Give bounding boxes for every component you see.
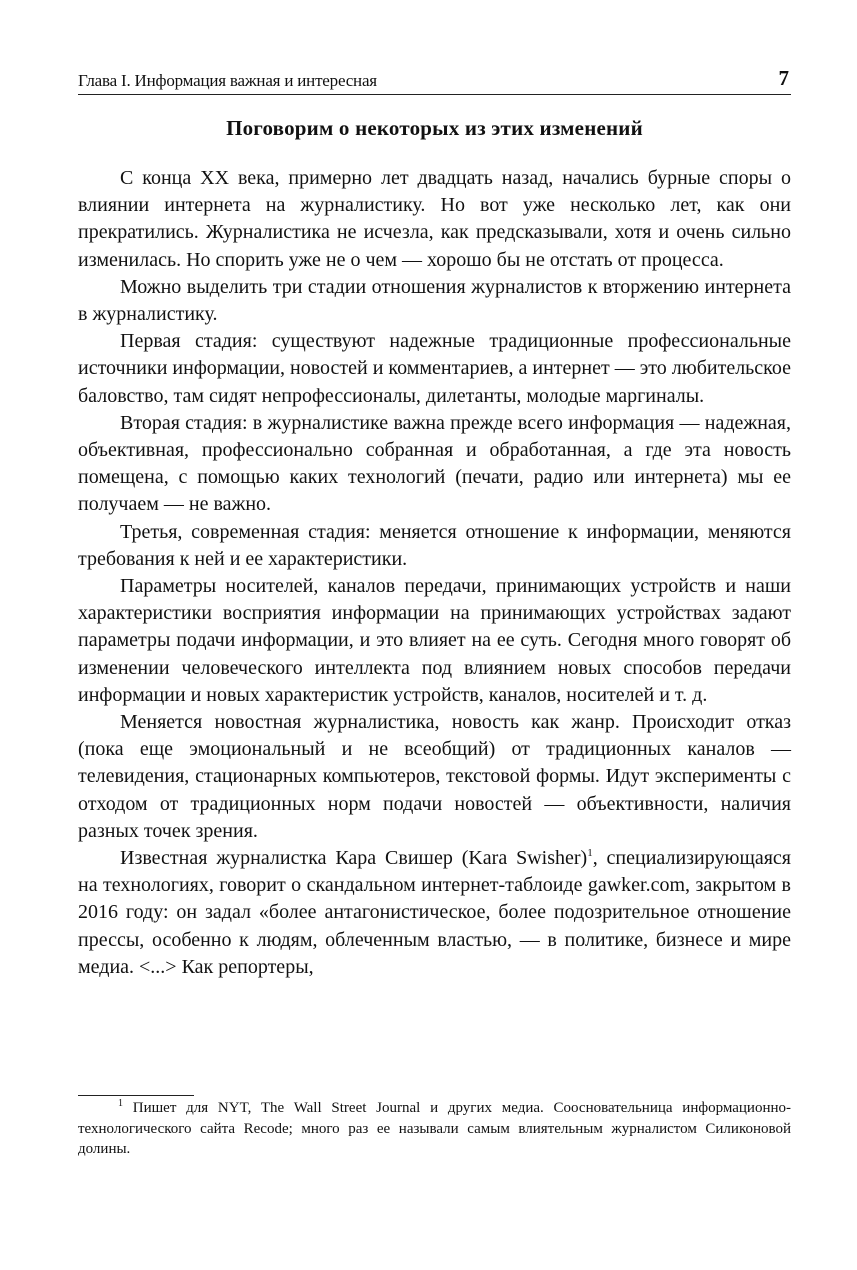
body-text [78, 165, 791, 981]
paragraph-text-end: , специализирующаяся на технологиях, говорит о скандальном интернет-таблоиде gawker.com, закрытом в 2016 году: он задал «более антагонистическое, более подозрительное отношение прессы, особенно к людям, облеченным властью, — в политике, бизнесе и мире медиа. <...> Как репортеры, [78, 847, 791, 978]
footnote [78, 1098, 791, 1160]
running-head [78, 66, 791, 95]
chapter-title: Глава I. Информация важная и интересная [78, 71, 377, 90]
paragraph-text-start: Известная журналистка Кара Свишер (Kara Swisher) [120, 847, 588, 870]
footnote-text: Пишет для NYT, The Wall Street Journal и других медиа. Соосновательница информационно-технологического сайта Recode; много раз ее называли самым влиятельным журналистом Силиконовой долины. [78, 1100, 791, 1157]
paragraph-with-footnote-ref [78, 845, 791, 981]
paragraph: Первая стадия: существуют надежные традиционные профессиональные источники информации, новостей и комментариев, а интернет — это любительское баловство, там сидят непрофессионалы, дилетанты, молодые маргиналы. [78, 330, 791, 407]
section-heading: Поговорим о некоторых из этих изменений [226, 116, 643, 140]
paragraph: Меняется новостная журналистика, новость как жанр. Происходит отказ (пока еще эмоциональный и не всеобщий) от традиционных каналов — телевидения, стационарных компьютеров, текстовой формы. Идут эксперименты с отходом от традиционных норм подачи новостей — объективности, наличия разных точек зрения. [78, 711, 791, 842]
paragraph: Можно выделить три стадии отношения журналистов к вторжению интернета в журналистику. [78, 275, 791, 326]
page-number: 7 [778, 66, 789, 90]
paragraph: Параметры носителей, каналов передачи, принимающих устройств и наши характеристики восприятия информации на принимающих устройствах задают параметры подачи информации, и это влияет на ее суть. Сегодня много говорят об изменении человеческого интеллекта под влиянием новых способов передачи информации и новых характеристик устройств, каналов, носителей и т. д. [78, 575, 791, 706]
footnote-reference: 1 [587, 847, 593, 860]
paragraph: Вторая стадия: в журналистике важна прежде всего информация — надежная, объективная, профессионально собранная и обработанная, а где эта новость помещена, с помощью каких технологий (печати, радио или интернета) мы ее получаем — не важно. [78, 411, 791, 516]
footnote-separator [78, 1095, 194, 1096]
paragraph: С конца XX века, примерно лет двадцать назад, начались бурные споры о влиянии интернета на журналистику. Но вот уже несколько лет, как они прекратились. Журналистика не исчезла, как предсказывали, хотя и очень сильно изменилась. Но спорить уже не о чем — хорошо бы не отстать от процесса. [78, 167, 791, 271]
paragraph: Третья, современная стадия: меняется отношение к информации, меняются требования к ней и ее характеристики. [78, 520, 791, 570]
footnote-marker: 1 [118, 1098, 123, 1109]
